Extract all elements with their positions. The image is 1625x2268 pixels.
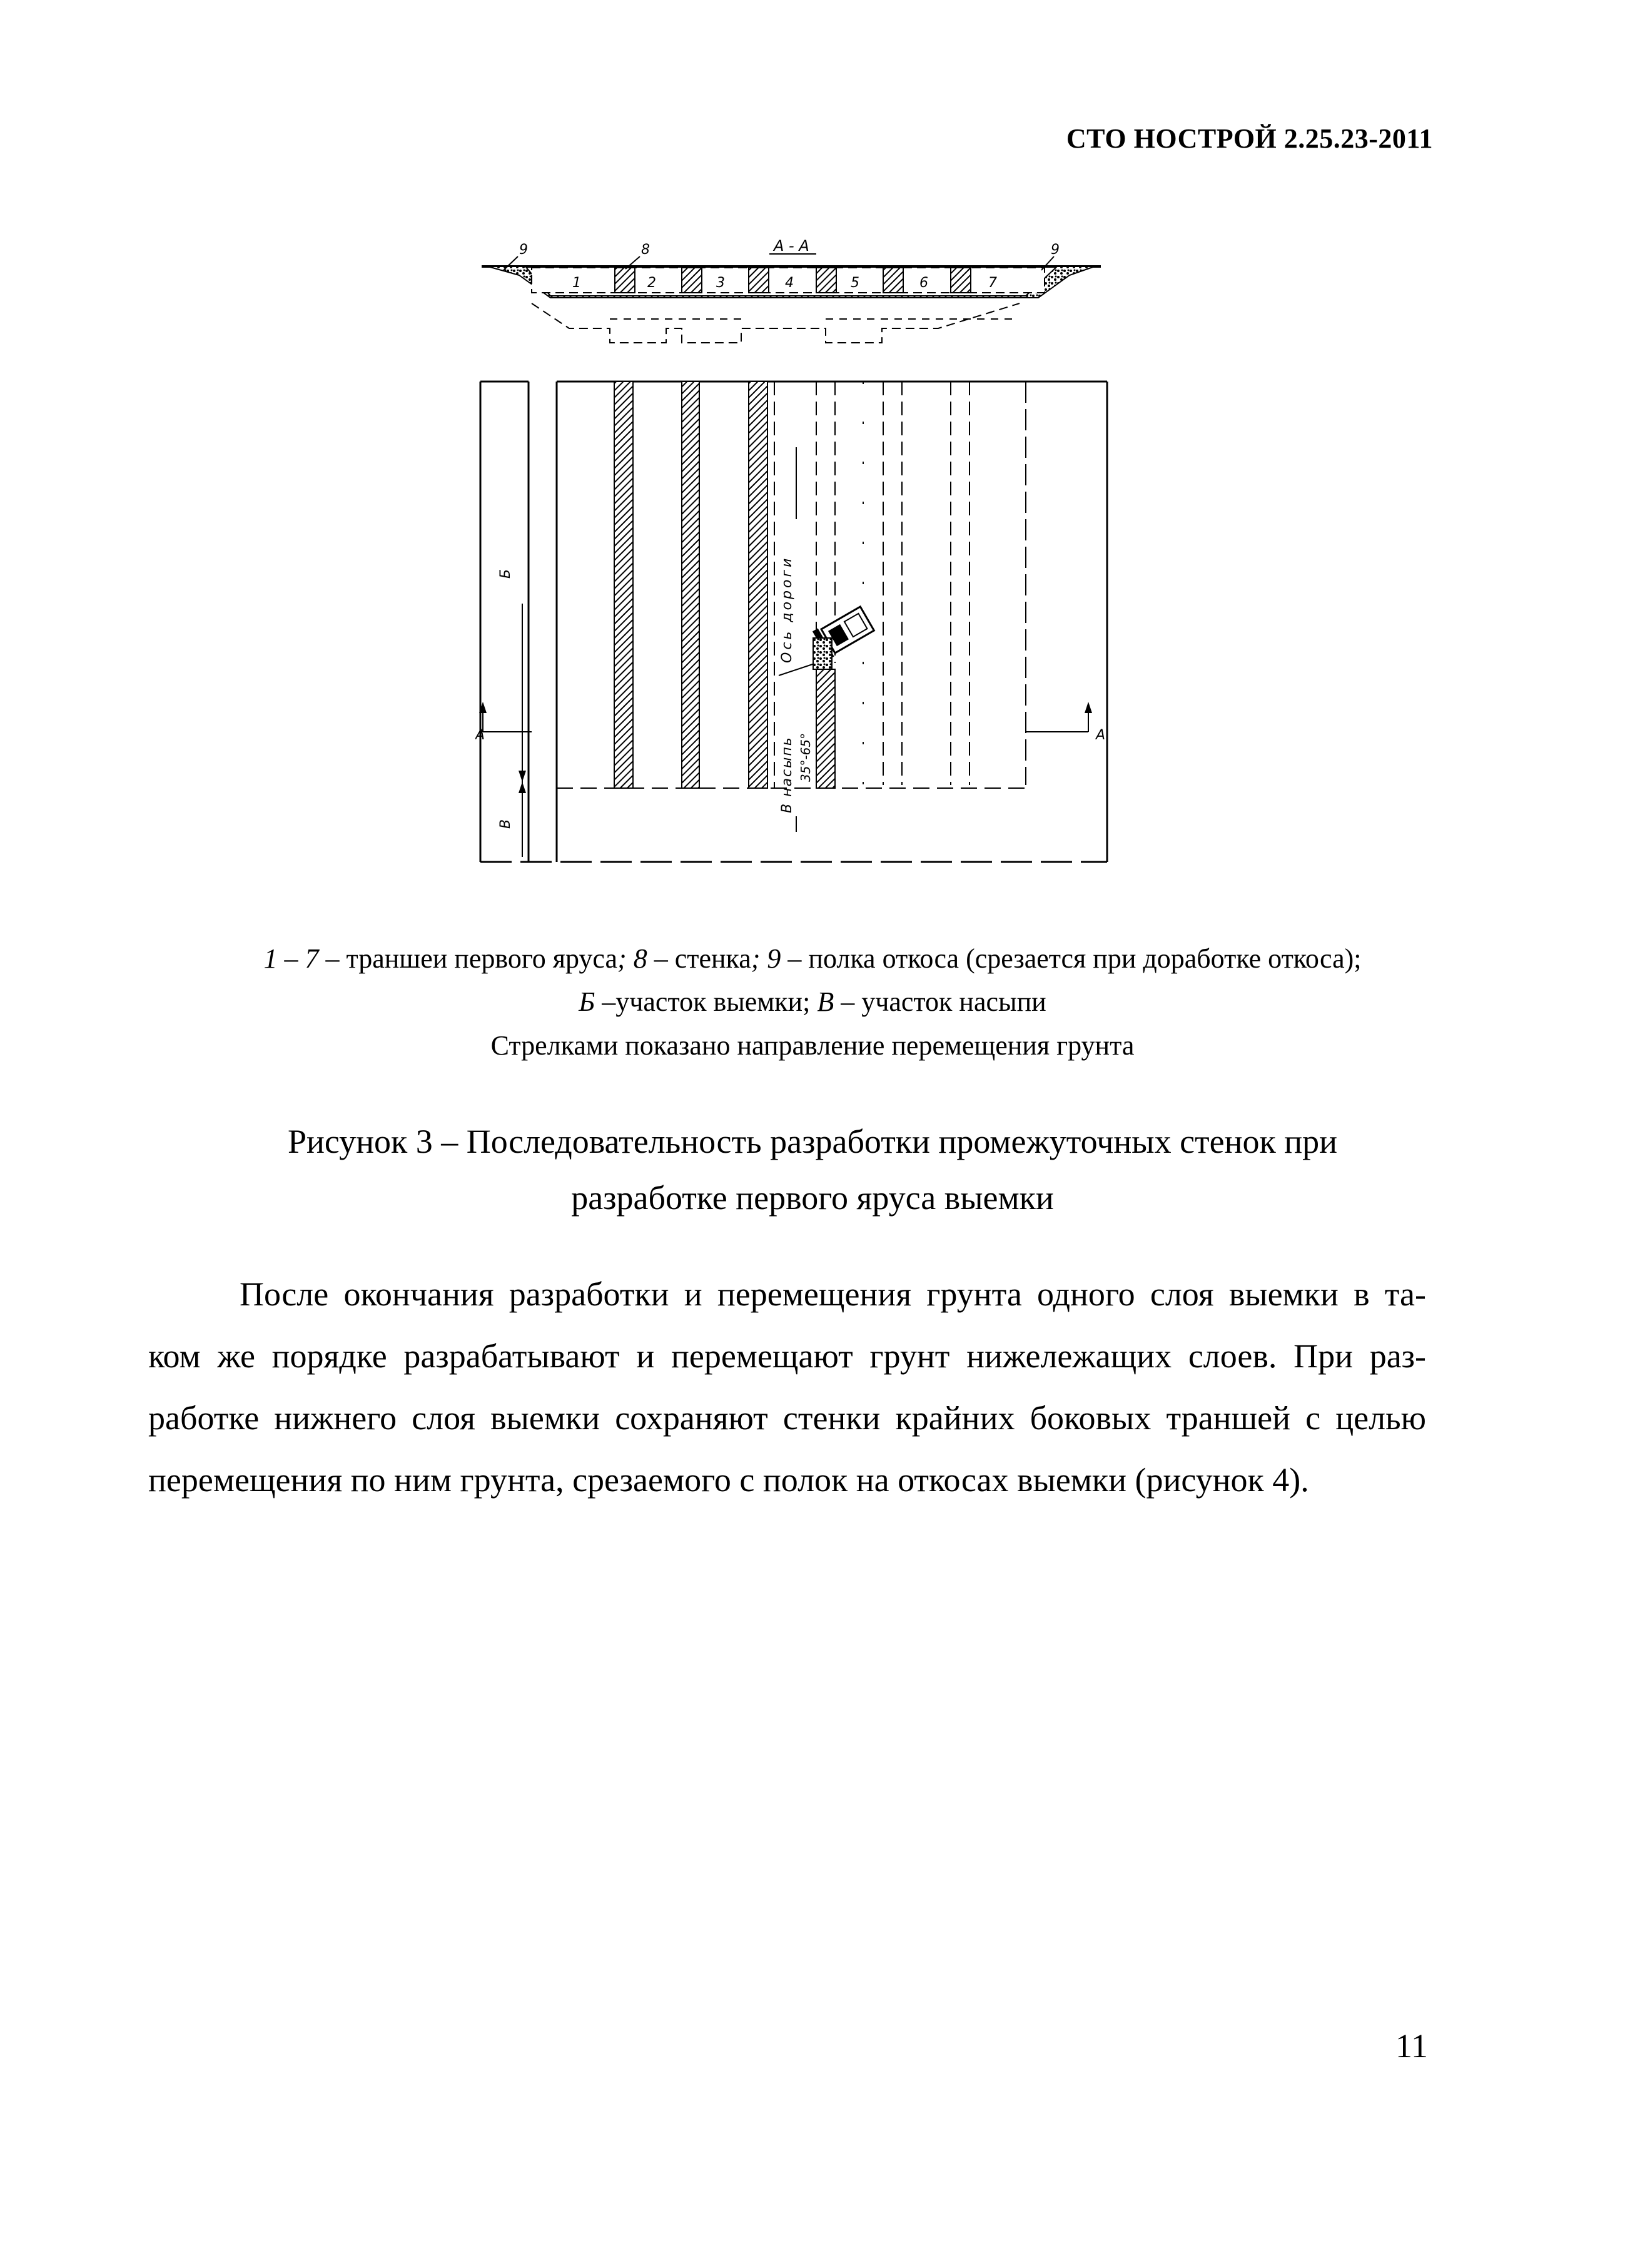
embankment-label: В насыпь [779,736,795,813]
wall-label: 8 [641,242,650,258]
legend-run: – участок насыпи [834,986,1046,1017]
section-label: А - А [774,237,809,255]
figure-caption-line-1: Рисунок 3 – Последовательность разработки промежуточных стенок при [287,1123,1338,1160]
plan-view [475,382,1107,862]
figure-legend-line-1 [94,938,1531,980]
excavation-diagram [475,231,1113,882]
page-number: 11 [1395,2027,1428,2065]
legend-run: ; [617,943,627,974]
excavation-diagram-figure [475,231,1113,882]
legend-run: 1 – 7 [263,943,319,974]
paragraph-line: ком же порядке разрабатывают и перемещают грунт нижележащих слоев. При раз- [148,1337,1426,1375]
legend-run: –участок выемки; [595,986,818,1017]
legend-run [760,943,767,974]
shelf-label-right: 9 [1051,242,1060,258]
paragraph-line: работке нижнего слоя выемки сохраняют стенки крайних боковых траншей с целью [148,1399,1426,1437]
legend-run: В [817,986,834,1017]
legend-run: – полка откоса (срезается при доработке откоса); [781,943,1362,974]
document-code-header: СТО НОСТРОЙ 2.25.23-2011 [1066,123,1433,154]
road-axis-label: Ось дороги [779,555,795,663]
legend-run: – стенка [647,943,751,974]
paragraph-line: После окончания разработки и перемещения грунта одного слоя выемки в та- [240,1275,1426,1313]
figure-legend-line-2 [94,981,1531,1023]
trench-number: 4 [785,275,794,291]
legend-run: – траншеи первого яруса [318,943,618,974]
trench-number: 6 [919,275,928,291]
zone-fill-label: В [498,819,514,829]
figure-caption-line-2: разработке первого яруса выемки [571,1179,1054,1217]
section-marker-right: А [1096,727,1106,743]
legend-run: Б [579,986,595,1017]
legend-run: 8 [633,943,647,974]
shelf-label-left: 9 [519,242,528,258]
trench-number: 3 [716,275,725,291]
zone-cut-label: Б [498,569,514,579]
paragraph-line: перемещения по ним грунта, срезаемого с полок на откосах выемки (рисунок 4). [148,1461,1309,1499]
angle-label: 35°-65° [798,732,813,782]
trench-number: 1 [572,275,581,291]
legend-run [627,943,634,974]
legend-run: ; [751,943,761,974]
section-marker-left: А [475,727,485,743]
figure-legend-line-3: Стрелками показано направление перемещения грунта [490,1030,1135,1061]
legend-run: 9 [767,943,781,974]
trench-number: 5 [851,275,859,291]
trench-number: 7 [988,275,997,291]
body-paragraph [148,1263,1426,1511]
trench-number: 2 [647,275,656,291]
cross-section [482,237,1101,343]
